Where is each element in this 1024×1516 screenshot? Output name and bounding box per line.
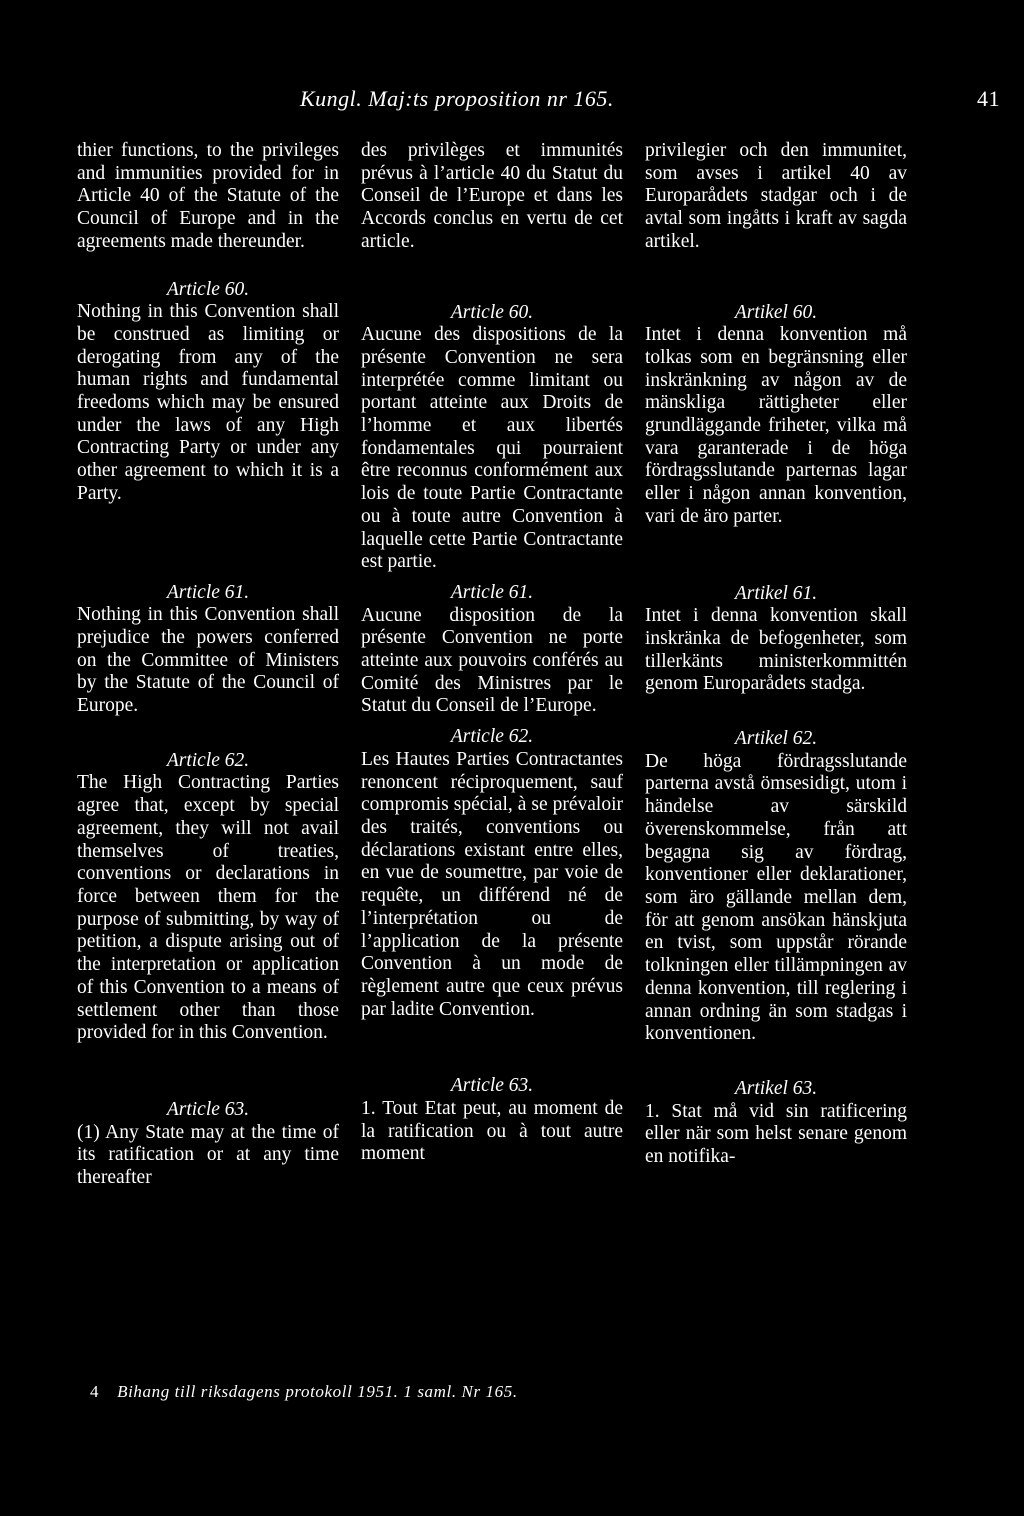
english-article-60-heading: Article 60. xyxy=(166,278,250,300)
english-intro: thier functions, to the privileges and immunities provided for in Article 40 of the Statute of the Council of Europe and in the agreements made thereunder. xyxy=(77,140,339,252)
swedish-article-62-heading: Artikel 62. xyxy=(734,728,818,750)
french-column xyxy=(361,140,623,1166)
french-article-63-text: 1. Tout Etat peut, au moment de la ratification ou à tout autre moment xyxy=(361,1098,623,1165)
french-intro: des privilèges et immunités prévus à l’article 40 du Statut du Conseil de l’Europe et dans les Accords conclus en vertu de cet article. xyxy=(361,140,623,252)
swedish-article-61-heading: Artikel 61. xyxy=(734,582,818,604)
page-header xyxy=(300,86,1000,116)
sheet-number: 4 xyxy=(90,1382,100,1401)
english-article-60-text: Nothing in this Convention shall be construed as limiting or derogating from any of the human rights and fundamental freedoms which may be ensured under the laws of any High Contracting Party or under any other agreement to which it is a Party. xyxy=(77,301,339,504)
english-article-62-text: The High Contracting Parties agree that, except by special agreement, they will not avail themselves of treaties, conventions or declarations in force between them for the purpose of submitting, by way of petition, a dispute arising out of the interpretation or application of this Convention to a means of settlement other than those provided for in this Convention. xyxy=(77,772,339,1044)
english-article-63-text: (1) Any State may at the time of its ratification or at any time thereafter xyxy=(77,1121,339,1189)
french-article-61-heading: Article 61. xyxy=(450,581,534,603)
page-number: 41 xyxy=(977,86,1000,111)
swedish-article-62-text: De höga fördragsslutande parterna avstå ömsesidigt, utom i händelse av särskild överenskommelse, från att begagna sig av fördrag, konventioner eller deklarationer, som äro gällande mellan dem, för att genom ansökan hänskjuta en tvist, som uppstår rörande tolkningen eller tillämpningen av denna konvention, till reglering i annan ordning än som stadgas i konventionen. xyxy=(645,750,907,1045)
french-article-63-heading: Article 63. xyxy=(450,1075,534,1097)
running-title: Kungl. Maj:ts proposition nr 165. xyxy=(300,86,614,111)
swedish-column xyxy=(645,140,907,1169)
french-article-62-heading: Article 62. xyxy=(450,726,534,748)
swedish-article-60-heading: Artikel 60. xyxy=(734,301,818,323)
french-article-60-heading: Article 60. xyxy=(450,301,534,323)
french-article-60-text: Aucune des dispositions de la présente Convention ne sera interprétée comme limitant ou portant atteinte aux Droits de l’homme et aux libertés fondamentales qui pourraient être reconnus conformément aux lois de toute Partie Contractante ou à toute autre Convention à laquelle cette Partie Contractante est partie. xyxy=(361,324,623,573)
swedish-article-61-text: Intet i denna konvention skall inskränka de befogenheter, som tillerkänts ministerkommittén genom Europarådets stadga. xyxy=(645,605,907,695)
french-article-62-text: Les Hautes Parties Contractantes renoncent réciproquement, sauf compromis spécial, à se prévaloir des traités, conventions ou déclarations existant entre elles, en vue de soumettre, par voie de requête, un différend né de l’interprétation ou de l’application de la présente Convention à un mode de règlement autre que ceux prévus par ladite Convention. xyxy=(361,748,623,1020)
english-article-62-heading: Article 62. xyxy=(166,749,250,771)
english-article-61-text: Nothing in this Convention shall prejudice the powers conferred on the Committee of Ministers by the Statute of the Council of Europe. xyxy=(77,604,339,717)
swedish-intro: privilegier och den immunitet, som avses i artikel 40 av Europarådets stadgar och i de avtal som ingåtts i kraft av sagda artikel. xyxy=(645,140,907,252)
english-article-63-heading: Article 63. xyxy=(166,1098,250,1120)
english-column xyxy=(77,140,339,1190)
swedish-article-60-text: Intet i denna konvention må tolkas som en begränsning eller inskränkning av någon av de mänskliga rättigheter eller grundläggande friheter, vilka må vara garanterade i de höga fördragsslutande parternas lagar eller i någon annan konvention, vari de äro parter. xyxy=(645,324,907,527)
french-article-61-text: Aucune disposition de la présente Convention ne porte atteinte aux pouvoirs conférés au Comité des Ministres par le Statut du Conseil de l’Europe. xyxy=(361,604,623,717)
swedish-article-63-text: 1. Stat må vid sin ratificering eller när som helst senare genom en notifika- xyxy=(645,1100,907,1168)
page-footer xyxy=(90,1382,518,1402)
english-article-61-heading: Article 61. xyxy=(166,581,250,603)
swedish-article-63-heading: Artikel 63. xyxy=(734,1077,818,1099)
footer-citation: Bihang till riksdagens protokoll 1951. 1 saml. Nr 165. xyxy=(117,1382,518,1401)
